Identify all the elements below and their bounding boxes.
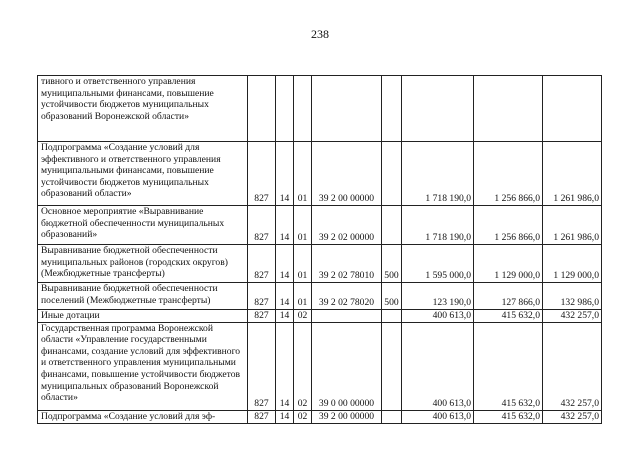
page-number: 238 <box>311 27 329 41</box>
code-pr: 01 <box>294 245 312 283</box>
code-vr <box>382 142 402 206</box>
code-csr: 39 2 02 78020 <box>312 283 382 310</box>
code-vr <box>382 206 402 245</box>
code-gr: 827 <box>248 206 276 245</box>
amount-year-3: 432 257,0 <box>543 410 602 423</box>
code-pr: 01 <box>294 206 312 245</box>
code-csr: 39 2 02 00000 <box>312 206 382 245</box>
code-pr: 01 <box>294 142 312 206</box>
amount-year-1: 400 613,0 <box>402 322 474 410</box>
code-csr <box>312 76 382 142</box>
table-row <box>38 410 602 423</box>
table-row <box>38 76 602 142</box>
amount-year-1: 123 190,0 <box>402 283 474 310</box>
amount-year-1 <box>402 76 474 142</box>
amount-year-2: 1 129 000,0 <box>474 245 543 283</box>
amount-year-2: 415 632,0 <box>474 410 543 423</box>
code-gr: 827 <box>248 283 276 310</box>
table-row <box>38 206 602 245</box>
code-vr <box>382 310 402 323</box>
code-vr <box>382 76 402 142</box>
code-rz <box>276 76 294 142</box>
code-rz: 14 <box>276 410 294 423</box>
code-pr: 02 <box>294 322 312 410</box>
amount-year-2: 1 256 866,0 <box>474 206 543 245</box>
code-pr <box>294 76 312 142</box>
amount-year-3: 432 257,0 <box>543 310 602 323</box>
code-rz: 14 <box>276 245 294 283</box>
table-row <box>38 283 602 310</box>
code-gr: 827 <box>248 245 276 283</box>
amount-year-3: 132 986,0 <box>543 283 602 310</box>
amount-year-2: 415 632,0 <box>474 310 543 323</box>
amount-year-2: 1 256 866,0 <box>474 142 543 206</box>
code-vr <box>382 322 402 410</box>
row-name: Иные дотации <box>38 310 248 323</box>
code-csr: 39 2 00 00000 <box>312 142 382 206</box>
row-name: Выравнивание бюджетной обеспеченности муниципальных районов (городских округов) (Межбюджетные трансферты) <box>38 245 248 283</box>
code-gr <box>248 76 276 142</box>
amount-year-1: 1 595 000,0 <box>402 245 474 283</box>
amount-year-1: 1 718 190,0 <box>402 142 474 206</box>
table-row <box>38 322 602 410</box>
row-name: тивного и ответственного управления муниципальными финансами, повышение устойчивости бюджетов муниципальных образований Воронежской области» <box>38 76 248 142</box>
amount-year-1: 400 613,0 <box>402 310 474 323</box>
code-rz: 14 <box>276 206 294 245</box>
code-rz: 14 <box>276 283 294 310</box>
code-pr: 02 <box>294 310 312 323</box>
code-csr <box>312 310 382 323</box>
amount-year-1: 400 613,0 <box>402 410 474 423</box>
amount-year-3: 1 129 000,0 <box>543 245 602 283</box>
code-gr: 827 <box>248 310 276 323</box>
table-row <box>38 142 602 206</box>
row-name: Основное мероприятие «Выравнивание бюджетной обеспеченности муниципальных образований» <box>38 206 248 245</box>
budget-table <box>37 75 602 424</box>
code-rz: 14 <box>276 142 294 206</box>
table-row <box>38 310 602 323</box>
budget-table-body <box>38 76 602 424</box>
code-gr: 827 <box>248 322 276 410</box>
amount-year-3 <box>543 76 602 142</box>
code-gr: 827 <box>248 410 276 423</box>
code-vr: 500 <box>382 283 402 310</box>
code-pr: 02 <box>294 410 312 423</box>
amount-year-3: 1 261 986,0 <box>543 206 602 245</box>
row-name: Выравнивание бюджетной обеспеченности поселений (Межбюджетные трансферты) <box>38 283 248 310</box>
amount-year-3: 1 261 986,0 <box>543 142 602 206</box>
code-csr: 39 2 02 78010 <box>312 245 382 283</box>
amount-year-1: 1 718 190,0 <box>402 206 474 245</box>
code-rz: 14 <box>276 310 294 323</box>
code-csr: 39 2 00 00000 <box>312 410 382 423</box>
row-name: Государственная программа Воронежской области «Управление государственными финансами, создание условий для эффективного и ответственного управления муниципальными финансами, повышение устойчивости бюджетов муниципальных образований Воронежской области» <box>38 322 248 410</box>
code-vr <box>382 410 402 423</box>
code-vr: 500 <box>382 245 402 283</box>
amount-year-2: 415 632,0 <box>474 322 543 410</box>
code-gr: 827 <box>248 142 276 206</box>
code-rz: 14 <box>276 322 294 410</box>
code-pr: 01 <box>294 283 312 310</box>
amount-year-2: 127 866,0 <box>474 283 543 310</box>
row-name: Подпрограмма «Создание условий для эф- <box>38 410 248 423</box>
table-row <box>38 245 602 283</box>
row-name: Подпрограмма «Создание условий для эффективного и ответственного управления муниципальными финансами, повышение устойчивости бюджетов муниципальных образований области» <box>38 142 248 206</box>
amount-year-2 <box>474 76 543 142</box>
amount-year-3: 432 257,0 <box>543 322 602 410</box>
code-csr: 39 0 00 00000 <box>312 322 382 410</box>
